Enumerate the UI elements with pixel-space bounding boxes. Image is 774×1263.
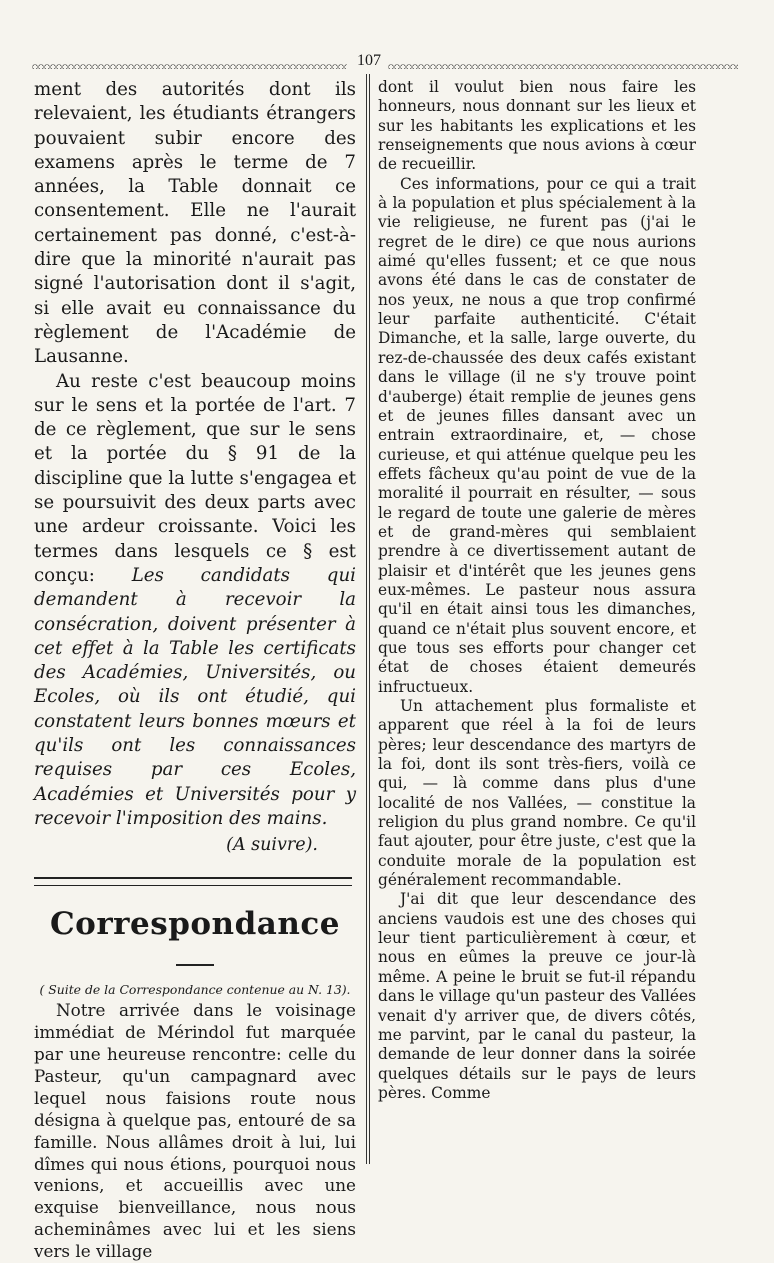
right-paragraph-4: J'ai dit que leur descendance des anciens vaudois est une des choses qui leur tient particulièrement à cœur, et nous en eûmes la preuve ce jour-là même. A peine le bruit se fut-il répandu dans le village qu'un pasteur des Vallées venait d'y arriver que, de divers côtés, me parvint, par le canal du pasteur, la demande de leur donner dans la soirée quelques détails sur le pays de leurs pères. Comme xyxy=(378,890,696,1102)
left-paragraph-3: Notre arrivée dans le voisinage immédiat de Mérindol fut marquée par une heureuse rencontre: celle du Pasteur, qu'un campagnard avec lequel nous faisions route nous désigna à quelque pas, entouré de sa famille. Nous allâmes droit à lui, lui dîmes qui nous étions, pourquoi nous venions, et accueillis avec une exquise bienveillance, nous nous acheminâmes avec lui et les siens vers le village xyxy=(34,1000,356,1262)
page-header xyxy=(32,52,738,72)
section-separator xyxy=(34,877,352,886)
section-caption: ( Suite de la Correspondance contenue au N. 13). xyxy=(39,982,351,998)
title-underline xyxy=(176,964,214,968)
section-title: Correspondance xyxy=(50,906,340,943)
right-paragraph-2: Ces informations, pour ce qui a trait à la population et plus spécialement à la vie religieuse, ne furent pas (j'ai le regret de le dire) ce que nous aurions aimé qu'elles fussent; et ce que nous avons été dans le cas de constater de nos yeux, ne nous a que trop confirmé leur parfaite authenticité. C'était Dimanche, et la salle, large ouverte, du rez-de-chaussée des deux cafés existant dans le village (il ne s'y trouve point d'auberge) était remplie de jeunes gens et de jeunes filles dansant avec un entrain extraordinaire, et, — chose curieuse, et qui atténue quelque peu les effets fâcheux qu'au point de vue de la moralité il pourrait en résulter, — sous le regard de toute une galerie de mères et de grand-mères qui semblaient prendre à ce divertissement autant de plaisir et d'intérêt que les jeunes gens eux-mêmes. Le pasteur nous assura qu'il en était ainsi tous les dimanches, quand ce n'était plus souvent encore, et que tous ses efforts pour changer cet état de choses étaient demeurés infructueux. xyxy=(378,174,696,696)
left-paragraph-1: ment des autorités dont ils relevaient, les étudiants étrangers pouvaient subir encore des examens après le terme de 7 années, la Table donnait ce consentement. Elle ne l'aurait certainement pas donné, c'est-à-dire que la minorité n'aurait pas signé l'autorisation dont il s'agit, si elle avait eu connaissance du règlement de l'Académie de Lausanne. xyxy=(34,79,356,368)
left-column xyxy=(34,78,356,1263)
correspondence-body xyxy=(34,1000,356,1263)
to-be-continued: (A suivre). xyxy=(226,835,318,856)
wavy-rule-right xyxy=(388,63,738,69)
left-paragraph-2-intro: Au reste c'est beaucoup moins sur le sens et la portée de l'art. 7 de ce règlement, que sur le sens et la portée du § 91 de la discipline que la lutte s'engagea et se poursuivit des deux parts avec une ardeur croissante. Voici les termes dans lesquels ce § est conçu: xyxy=(34,370,356,586)
right-column xyxy=(378,78,696,1103)
right-paragraph-3: Un attachement plus formaliste et apparent que réel à la foi de leurs pères; leur descendance des martyrs de la foi, dont ils sont très-fiers, voilà ce qui, — là comme dans plus d'une localité de nos Vallées, — constitue la religion du plus grand nombre. Ce qu'il faut ajouter, pour être juste, c'est que la conduite morale de la population est généralement recommandable. xyxy=(378,697,696,890)
right-paragraph-1: dont il voulut bien nous faire les honneurs, nous donnant sur les lieux et sur les habitants les explications et les renseignements que nous avions à cœur de recueillir. xyxy=(378,78,696,174)
left-paragraph-2 xyxy=(34,370,356,832)
column-divider-inner xyxy=(369,74,370,1164)
page-number: 107 xyxy=(357,52,381,69)
column-divider xyxy=(366,74,367,1164)
wavy-rule-left xyxy=(32,63,347,69)
left-paragraph-2-quote: Les candidats qui demandent à recevoir la consécration, doivent présenter à cet effet à la Table les certificats des Académies, Universités, ou Ecoles, où ils ont étudié, qui constatent leurs bonnes mœurs et qu'ils ont les connaissances requises par ces Ecoles, Académies et Universités pour y recevoir l'imposition des mains. xyxy=(34,564,356,829)
